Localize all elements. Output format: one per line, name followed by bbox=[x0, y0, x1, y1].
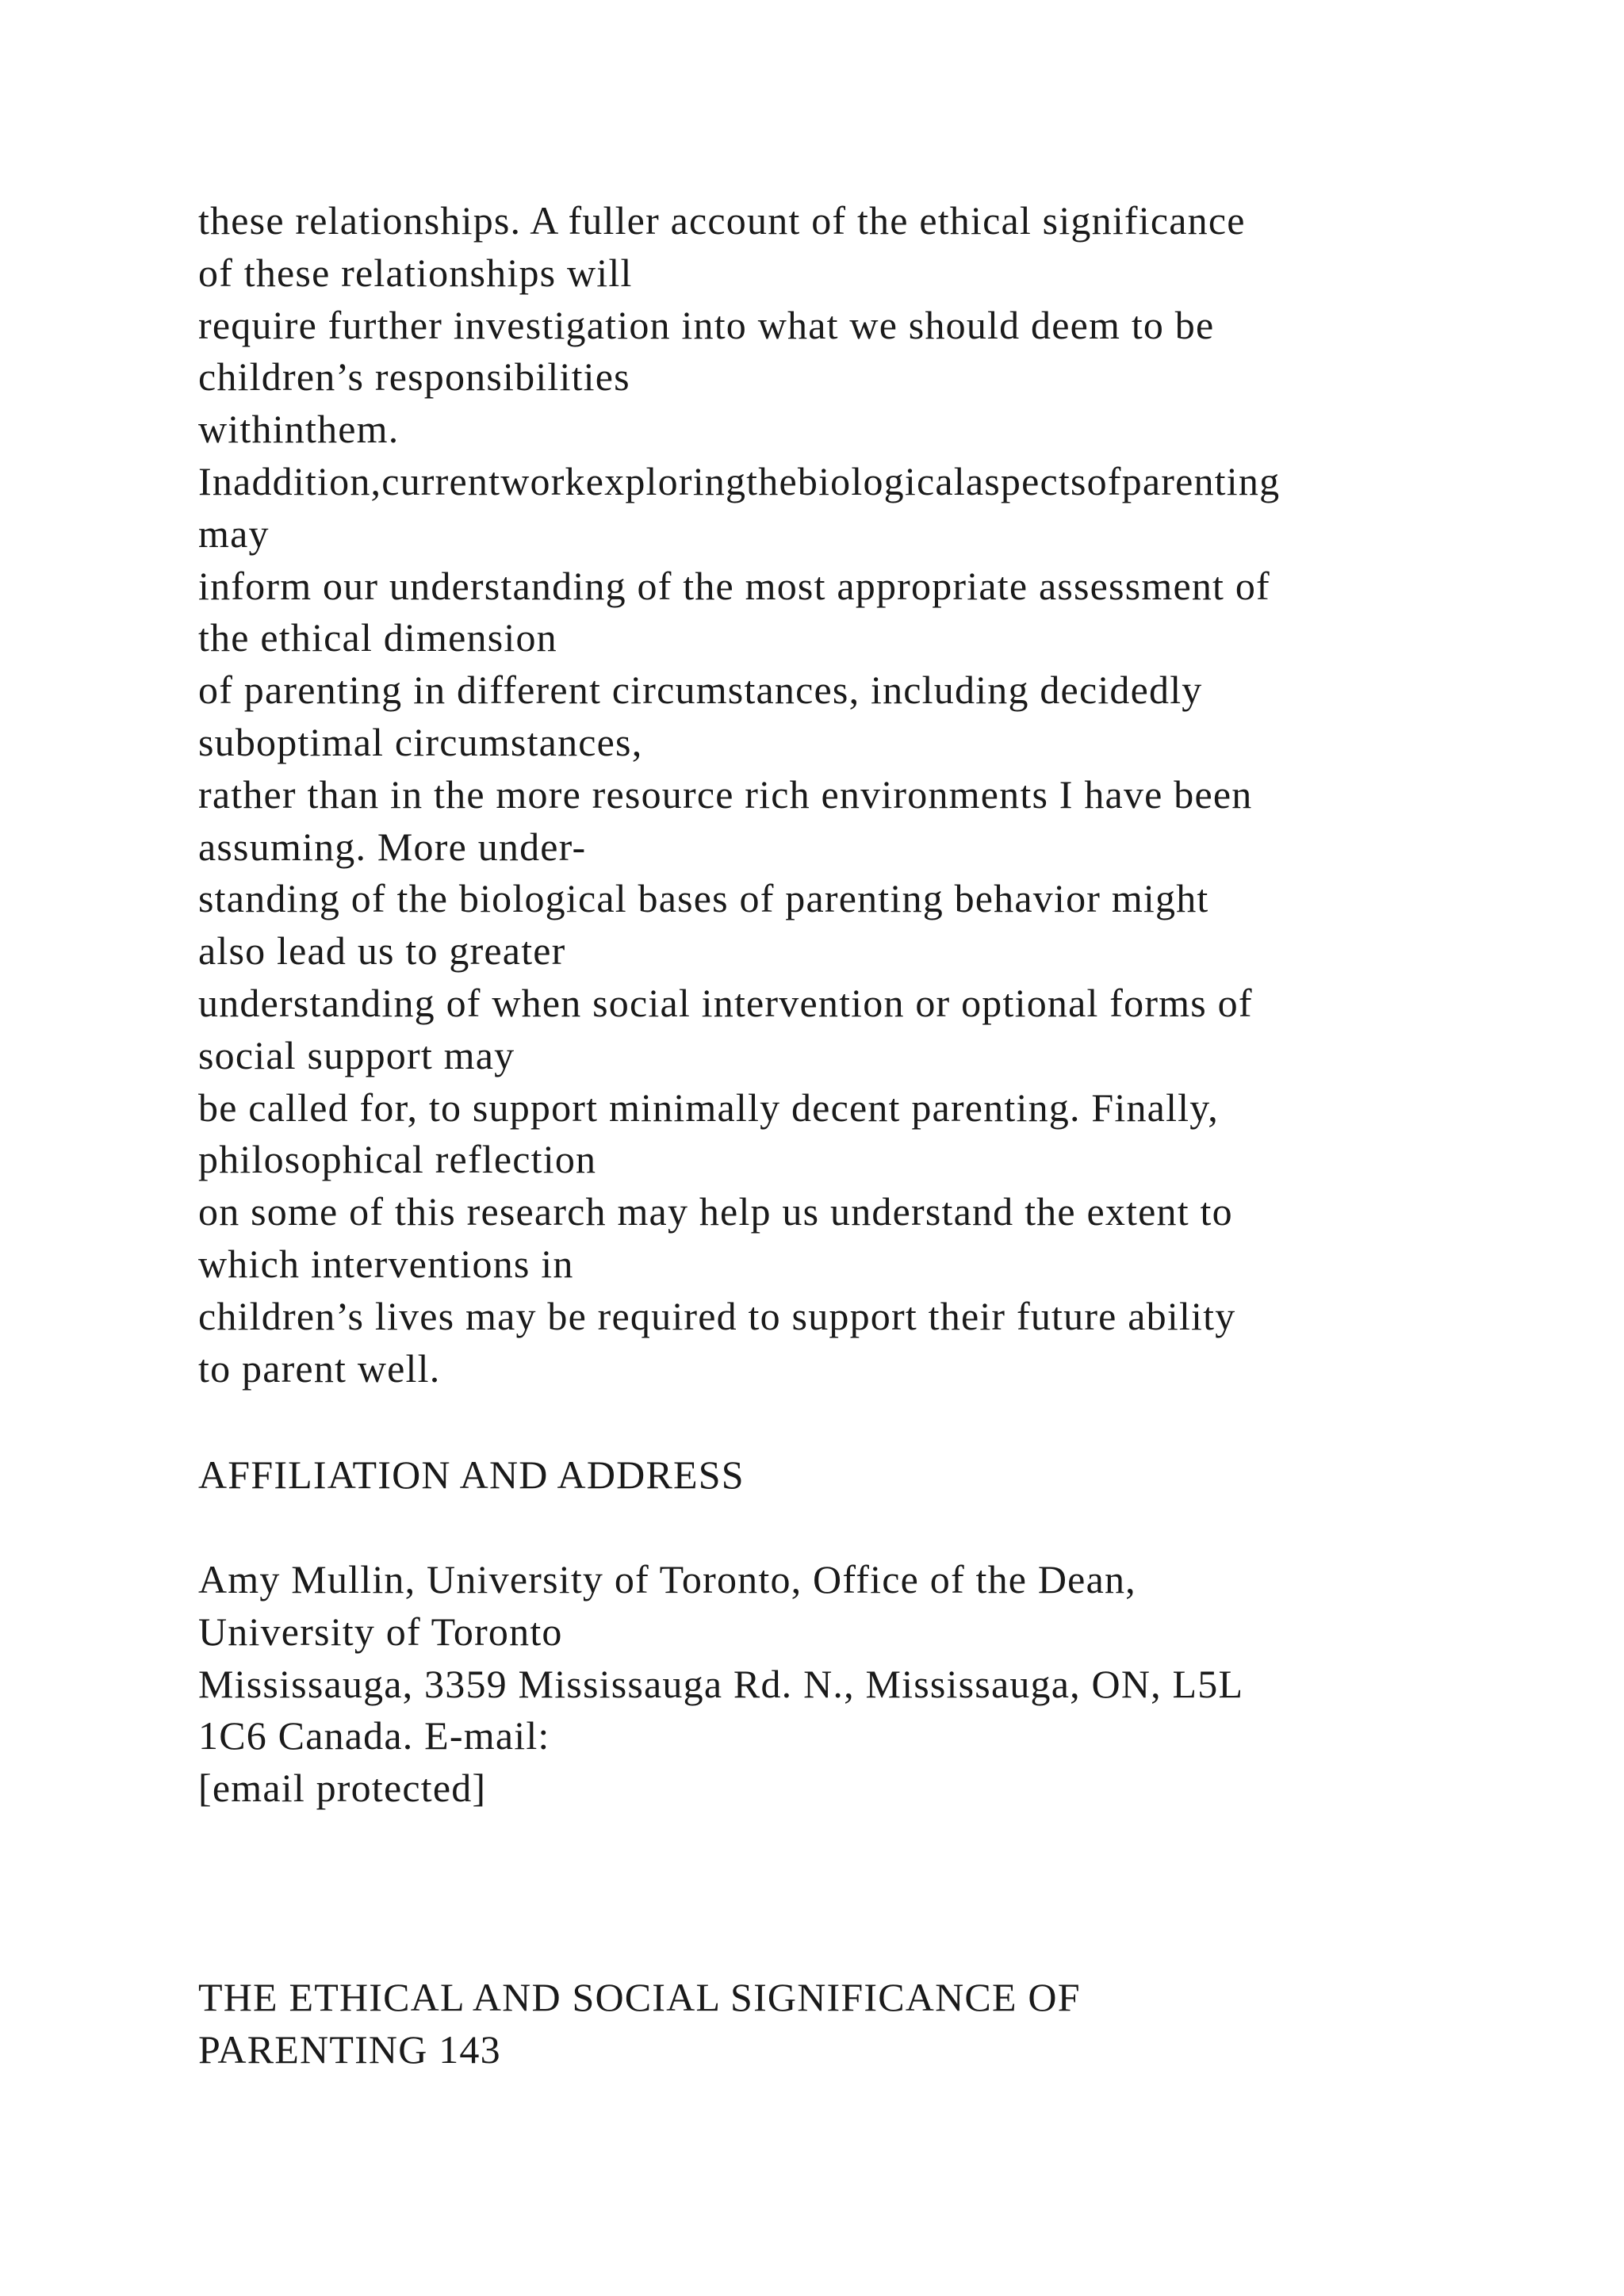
section-heading: AFFILIATION AND ADDRESS bbox=[198, 1452, 745, 1497]
body-line: withinthem. bbox=[198, 407, 400, 452]
affiliation-address bbox=[198, 1554, 1546, 1815]
body-paragraph bbox=[198, 195, 1546, 1395]
address-line: Mississauga, 3359 Mississauga Rd. N., Mississauga, ON, L5L bbox=[198, 1661, 1244, 1706]
address-line: University of Toronto bbox=[198, 1609, 563, 1654]
body-line: be called for, to support minimally decent parenting. Finally, bbox=[198, 1085, 1219, 1130]
body-line: these relationships. A fuller account of the ethical significance bbox=[198, 198, 1246, 243]
body-line: which interventions in bbox=[198, 1241, 574, 1286]
body-line: may bbox=[198, 511, 270, 556]
footer-title-line: THE ETHICAL AND SOCIAL SIGNIFICANCE OF bbox=[198, 1975, 1081, 2019]
body-line: understanding of when social intervention or optional forms of bbox=[198, 980, 1253, 1025]
body-line: children’s lives may be required to support their future ability bbox=[198, 1293, 1236, 1338]
body-line: assuming. More under- bbox=[198, 824, 587, 869]
body-line: standing of the biological bases of parenting behavior might bbox=[198, 876, 1209, 921]
body-line: of these relationships will bbox=[198, 250, 633, 295]
body-line: social support may bbox=[198, 1032, 515, 1077]
address-line: 1C6 Canada. E-mail: bbox=[198, 1713, 550, 1758]
affiliation-heading bbox=[198, 1449, 1546, 1502]
email-address: [email protected] bbox=[198, 1766, 487, 1811]
body-line: inform our understanding of the most appropriate assessment of bbox=[198, 563, 1270, 608]
body-line: to parent well. bbox=[198, 1345, 441, 1391]
body-line: also lead us to greater bbox=[198, 928, 566, 974]
address-line: Amy Mullin, University of Toronto, Office of the Dean, bbox=[198, 1557, 1136, 1601]
body-line: Inaddition,currentworkexploringthebiologicalaspectsofparenting bbox=[198, 458, 1281, 503]
body-line: children’s responsibilities bbox=[198, 354, 630, 400]
footer-page-line: PARENTING 143 bbox=[198, 2026, 501, 2072]
body-line: on some of this research may help us understand the extent to bbox=[198, 1189, 1233, 1234]
body-line: the ethical dimension bbox=[198, 615, 557, 660]
body-line: rather than in the more resource rich environments I have been bbox=[198, 771, 1253, 817]
body-line: philosophical reflection bbox=[198, 1137, 597, 1182]
body-line: require further investigation into what we should deem to be bbox=[198, 302, 1215, 347]
running-footer bbox=[198, 1972, 1546, 2076]
body-line: of parenting in different circumstances, including decidedly bbox=[198, 668, 1203, 713]
body-line: suboptimal circumstances, bbox=[198, 719, 643, 764]
